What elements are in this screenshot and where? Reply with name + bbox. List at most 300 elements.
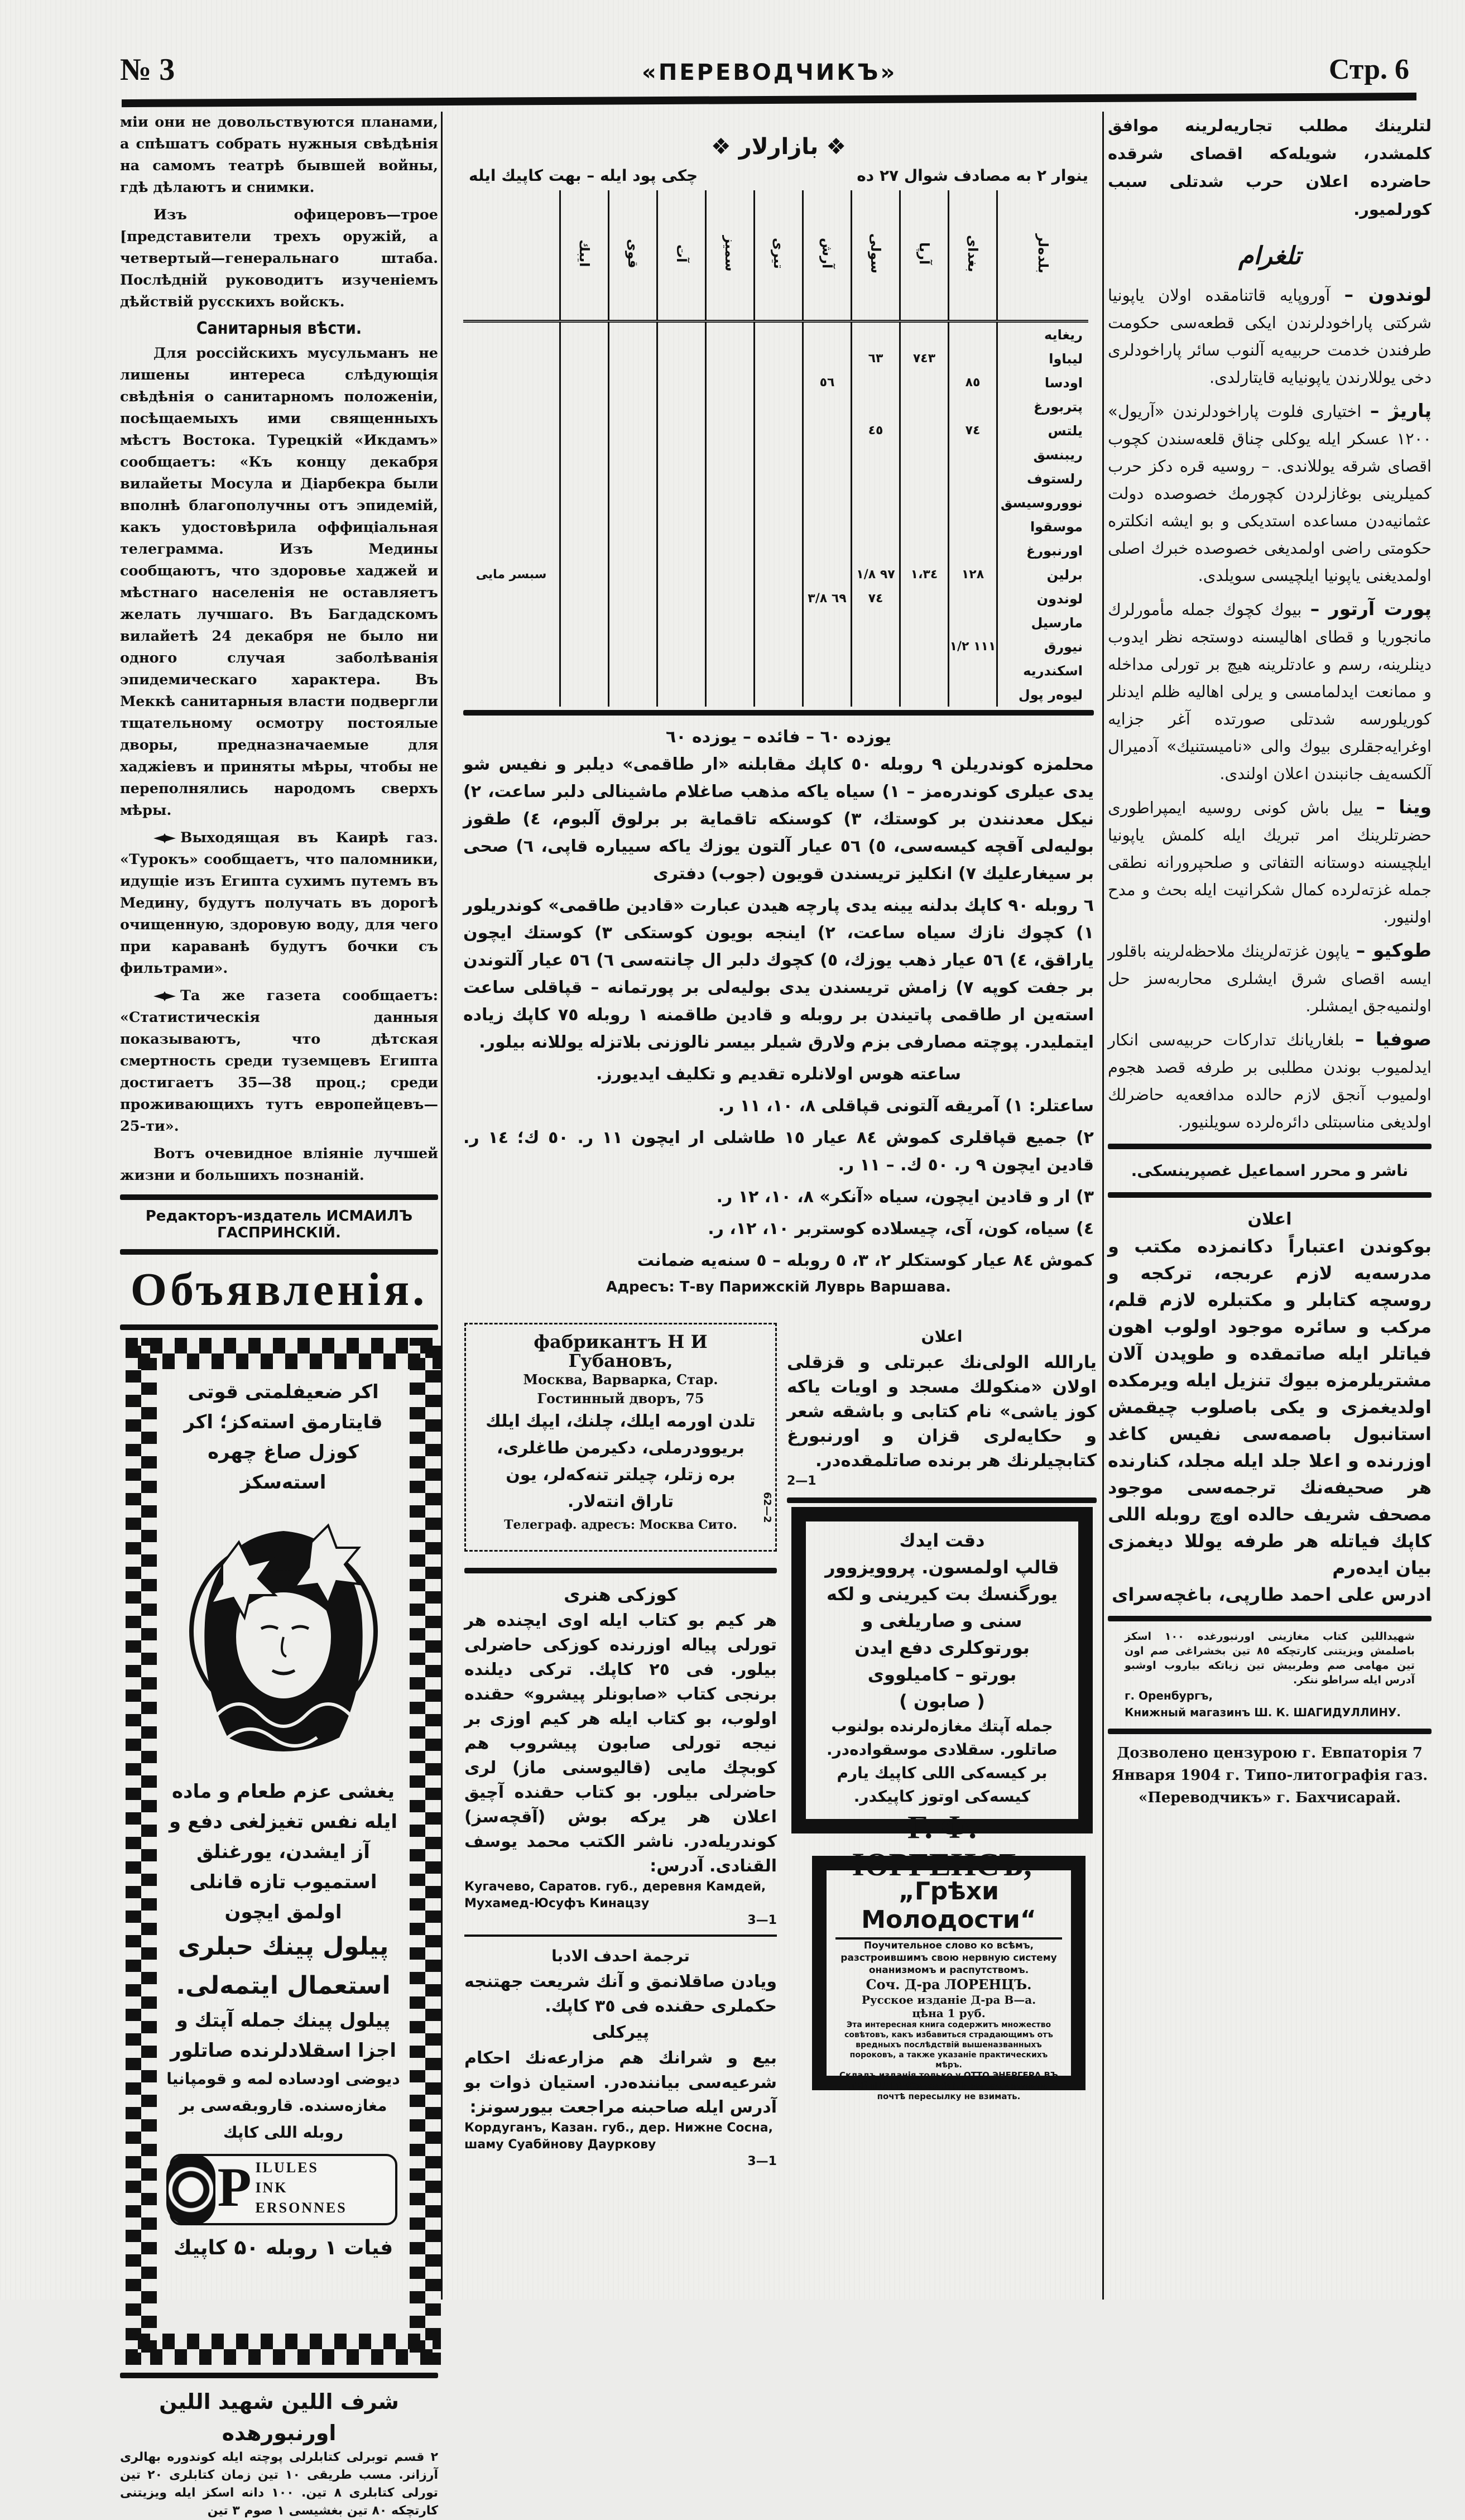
ad-code: 3—1 — [747, 2154, 777, 2168]
price-cell: ٧٤٣ — [900, 347, 949, 371]
note-cell — [463, 611, 560, 635]
market-title: ❖ بازارلار ❖ — [710, 134, 847, 160]
price-cell — [609, 515, 657, 539]
ad-availability: پيلول پينك جمله آپتك و اجزا اسقلادلرنده صاتلور — [170, 2009, 396, 2062]
pill-box-line: INK — [255, 2180, 288, 2196]
pill-box-line: ERSONNES — [255, 2200, 347, 2216]
column-header-commodity: قوى — [609, 190, 657, 321]
price-cell — [609, 659, 657, 683]
masthead-rule — [122, 93, 1416, 107]
price-cell: ٧٤ — [949, 419, 997, 443]
telegram-text: ياپون غزته‌لرينك ملاحظه‌لرينه باقلور ايسه اقصاى شرق ايشلرى محاربه‌سز حل اولنميه‌جق ايمشلر. — [1108, 942, 1432, 1015]
watches-ad-heading: يوزده ٦٠ – فائده – يوزده ٦٠ — [665, 727, 892, 747]
note-cell — [463, 515, 560, 539]
price-cell — [706, 539, 755, 563]
price-cell — [560, 419, 609, 443]
grehi-molodosti-ad — [812, 1856, 1085, 2101]
city-cell: پتربورغ — [997, 395, 1089, 419]
price-cell — [900, 491, 949, 515]
price-cell: ٨٥ — [949, 371, 997, 395]
article-paragraph: Та же газета сообщаетъ: «Статистическія данныя показываютъ, что дѣтская смертность среди туземцевъ Египта достигаетъ 35—38 проц.; среди проживающихъ тутъ европейцевъ—25-ти». — [120, 987, 438, 1135]
masthead — [120, 51, 1420, 90]
price-cell — [560, 611, 609, 635]
telegram-item — [1108, 595, 1432, 788]
note-cell — [463, 395, 560, 419]
price-cell — [706, 683, 755, 707]
price-cell — [706, 611, 755, 635]
watches-ad — [463, 723, 1094, 1295]
column-header-commodity: آرش — [803, 190, 852, 321]
table-row — [463, 347, 1088, 371]
table-row — [463, 515, 1088, 539]
city-cell: ريبنسق — [997, 443, 1089, 467]
price-cell — [852, 467, 900, 491]
price-cell — [755, 539, 803, 563]
gubanov-telegraph: Телеграф. адресъ: Москва Сито. — [504, 1518, 737, 1532]
grehi-body: Эта интересная книга содержитъ множество совѣтовъ, какъ избавиться страдающимъ отъ вредныхъ послѣдствій вышеназванныхъ пороковъ, а также указаніе практическихъ мѣръ. — [844, 2020, 1053, 2070]
jurgens-name: Г. Ф. ЮРГЕНСЪ, — [852, 1809, 1032, 1883]
city-cell: ليوه‌ر پول — [997, 683, 1089, 707]
pill-box-line: ILULES — [255, 2159, 319, 2176]
price-cell — [852, 539, 900, 563]
note-cell — [463, 419, 560, 443]
price-cell — [900, 659, 949, 683]
price-cell — [706, 515, 755, 539]
right-column — [1108, 112, 1432, 1809]
table-row — [463, 491, 1088, 515]
city-cell: اورنبورغ — [997, 539, 1089, 563]
price-cell — [706, 563, 755, 587]
price-cell — [803, 539, 852, 563]
price-cell — [657, 443, 706, 467]
price-cell — [852, 371, 900, 395]
city-cell: ريغايه — [997, 321, 1089, 347]
price-cell — [609, 611, 657, 635]
note-cell — [463, 321, 560, 347]
ad-body: يغشى عزم طعام و ماده ايله نفس تغيزلغى دفع و آز ايشدن، يورغنلق استميوب تازه قانلى اولمق ايچون — [169, 1780, 397, 1923]
city-cell: لوندون — [997, 587, 1089, 611]
publisher-line: ناشر و محرر اسماعيل غصپرينسكى. — [1131, 1161, 1409, 1180]
divider — [1108, 1616, 1432, 1621]
price-cell — [755, 515, 803, 539]
divider — [1108, 1729, 1432, 1734]
table-row — [463, 395, 1088, 419]
jurgens-product: بورتو – كاميلووى — [867, 1664, 1017, 1685]
price-cell — [852, 659, 900, 683]
sharaf-ad-body: ۲ قسم توبرلى كتابلرلى پوچته ايله كوندوره بهالرى آرزانر. مسب طريقى ١٠ تين زمان كتابلرى ٢٠ تين تورلى كتابلرى ٨ تين. ١٠٠ دانه اسكز ايله ويزيتنى كارتچكه ٨٠ تين بغشيسى ١ صوم ٣ تين — [120, 2450, 439, 2518]
price-cell — [900, 587, 949, 611]
column-header-city: بلده‌لر — [997, 190, 1089, 321]
price-cell — [560, 491, 609, 515]
price-cell — [657, 539, 706, 563]
price-cell — [657, 347, 706, 371]
price-cell — [755, 371, 803, 395]
price-cell — [706, 635, 755, 659]
price-cell: ٩٧ ١/٨ — [852, 563, 900, 587]
price-cell — [900, 515, 949, 539]
ad-call-to-action: پيلول پينك حبلرى استعمال ايتمه‌لى. — [176, 1932, 391, 2000]
price-cell — [803, 443, 852, 467]
ad-price: فيات ۱ روبله ۵۰ كاپيك — [173, 2236, 393, 2259]
ilan-heading-right: اعلان — [1247, 1209, 1292, 1229]
price-cell — [560, 539, 609, 563]
price-cell — [657, 491, 706, 515]
price-cell — [803, 321, 852, 347]
tarjima-heading: ترجمة احدف الادبا — [551, 1947, 690, 1965]
price-cell — [755, 395, 803, 419]
city-cell: رلستوف — [997, 467, 1089, 491]
pill-box-cap-icon — [166, 2154, 215, 2225]
telegram-item — [1108, 397, 1432, 589]
jurgens-soap-ad — [791, 1507, 1093, 1883]
table-row — [463, 443, 1088, 467]
note-cell — [463, 347, 560, 371]
price-cell — [706, 419, 755, 443]
telegram-item — [1108, 1025, 1432, 1136]
shahidullin-city: г. Оренбургъ, — [1125, 1689, 1213, 1702]
column-header-commodity: تيرى — [755, 190, 803, 321]
price-cell — [560, 587, 609, 611]
city-cell: اودسا — [997, 371, 1089, 395]
divider — [787, 1497, 1097, 1503]
grehi-price: цѣна 1 руб. — [912, 2007, 986, 2020]
divider — [1108, 1144, 1432, 1149]
table-row — [463, 635, 1088, 659]
price-cell — [949, 539, 997, 563]
watches-list-item: ٢) جميع قپاقلرى كموش ٨٤ عيار ١٥ طاشلى ار ايچون ١١ ر. ٥٠ ك؛ ١٤ ر. قادين ايچون ٩ ر. ٥٠ ك. – ١١ ر. — [463, 1128, 1094, 1175]
telegram-text: بلغاريانك تداركات حربيه‌سى انكار ايدلميوب بوندن مطلبى بر طرفه قصد هجوم اولميوب آنجق لازم حالده مدافعه‌يه حاضرلك اولديغى مناسبتلى دائره‌لرده سويلنيور. — [1108, 1030, 1432, 1131]
telegram-place: پاريژ – — [1370, 400, 1432, 421]
price-cell — [560, 371, 609, 395]
article-paragraph: міи они не довольствуются планами, а спѣшатъ собрать нужныя свѣдѣнія на самомъ театрѣ бывшей войны, гдѣ дѣлаютъ и снимки. — [120, 114, 438, 196]
kozgi-ad — [464, 1560, 777, 2170]
divider — [463, 710, 1094, 716]
price-cell — [803, 467, 852, 491]
price-cell — [560, 515, 609, 539]
price-cell — [803, 683, 852, 707]
price-cell — [706, 371, 755, 395]
section-heading-sanitary: Санитарныя вѣсти. — [196, 319, 362, 338]
price-cell — [609, 539, 657, 563]
ilan-ad — [787, 1323, 1097, 1511]
price-cell — [755, 587, 803, 611]
russian-article — [120, 112, 438, 1187]
price-cell — [900, 419, 949, 443]
price-cell: ٧٤ — [852, 587, 900, 611]
divider — [120, 2373, 438, 2378]
price-cell — [949, 611, 997, 635]
kozgi-address: Кугачево, Саратов. губ., деревня Камдей, Мухамед-Юсуфъ Кинацзу — [464, 1880, 766, 1911]
shahidullin-ad-arabic: شهيداللين كتاب مغازينى اورنبورغده ١٠٠ اسكز باصلمش ويزيتنى كارتچكه ٨٥ تين بخشراغى صم اون تين مهامى صم وطربيش تين زياتكه بياروب اوشبو آدرس ايله سراطو ننكر. — [1125, 1630, 1415, 1686]
grehi-edition: Русское изданіе Д-ра В—а. — [861, 1993, 1036, 2007]
jurgens-heading: دقت ايدك — [899, 1530, 985, 1551]
diamond-ornament-icon — [153, 991, 176, 1001]
price-cell — [949, 515, 997, 539]
price-cell — [949, 395, 997, 419]
telegram-item — [1108, 281, 1432, 391]
price-cell — [706, 395, 755, 419]
price-cell — [657, 467, 706, 491]
telegram-place: صوفيا – — [1354, 1028, 1432, 1050]
note-cell — [463, 443, 560, 467]
price-cell — [657, 321, 706, 347]
price-cell — [657, 659, 706, 683]
price-cell — [657, 587, 706, 611]
ad-code: 3—1 — [747, 1913, 777, 1927]
price-cell: ٦٩ ٣/٨ — [803, 587, 852, 611]
price-cell — [706, 467, 755, 491]
market-subtitle — [463, 166, 1094, 185]
ilan-heading: اعلان — [921, 1327, 963, 1346]
price-cell — [657, 419, 706, 443]
column-header-commodity: ايبك — [560, 190, 609, 321]
telegram-place: طوكيو – — [1356, 939, 1432, 961]
price-cell — [803, 419, 852, 443]
price-cell — [803, 611, 852, 635]
price-cell — [560, 443, 609, 467]
pirkli-body: بيع و شرانك هم مزارعه‌نك احكام شرعيه‌سى بياننده‌در. استيان ذوات بو آدرس ايله صاحبنه مراجعت بيورسونز: — [464, 2048, 777, 2117]
gubanov-arabic: تلدن اورمه ايلك، چلنك، ايپك ايلك بريوودرملى، دكيرمن طاغلرى، بره زتلر، چيلتر تنه‌كه‌لر، يون تاراق انته‌لار. — [486, 1412, 756, 1511]
city-cell: نيورق — [997, 635, 1089, 659]
note-cell: سبسر مايى — [475, 568, 547, 582]
city-cell: اسكندريه — [997, 659, 1089, 683]
price-cell — [560, 347, 609, 371]
price-cell — [852, 683, 900, 707]
note-cell — [463, 683, 560, 707]
price-cell — [803, 659, 852, 683]
note-cell — [463, 467, 560, 491]
telegram-text: بيوك كچوك جمله مأمورلرك مانجوريا و قطاى اهاليسنه دوستجه نظر ايدوب دينلرينه، رسم و عادتلرينه هيچ بر تورلى مداخله و ممانعت ايدلمامسى و يرلى اهاليه ظلم ايدنلر كوريلورسه شدتلى صورتده آغر جزايه اوغرايه‌جقلرى بيوك والى «ناميستنيك» آدميرال آلكسه‌يف جانبندن اعلان اولندى. — [1108, 600, 1432, 783]
price-cell — [900, 635, 949, 659]
table-row — [463, 611, 1088, 635]
price-cell — [755, 321, 803, 347]
table-row — [463, 683, 1088, 707]
price-cell — [900, 467, 949, 491]
price-cell — [949, 683, 997, 707]
city-cell: يلتس — [997, 419, 1089, 443]
pirkli-heading: پيركلى — [592, 2023, 650, 2042]
price-cell — [560, 683, 609, 707]
telegram-item — [1108, 793, 1432, 931]
price-cell — [609, 635, 657, 659]
price-cell — [609, 683, 657, 707]
column-divider-left — [441, 112, 443, 2300]
price-cell — [852, 515, 900, 539]
kozgi-body: هر كيم بو كتاب ايله اوى ايچنده هر تورلى پياله اوزرنده كوزكى حاضرلى بيلور. فى ٢٥ كاپك. تركى ديلنده برنجى كتاب «صابونلر پيشرو» حقنده اولوب، بو كتاب ايله هر كيم اوزى بر نيجه تورلى صابون پيشروب هم كوبچك مايى (قاليوسنى ماز) لرى حاضرلى بيلور. بو كتاب حقنده آچيق اعلان هر يركه بوش (آقچه‌سز) كوندريله‌در. ناشر الكتب محمد يوسف القنادى. آدرس: — [464, 1611, 777, 1876]
city-cell: موسقوا — [997, 515, 1089, 539]
jurgens-sub: ( صابون ) — [899, 1691, 985, 1712]
price-cell — [755, 419, 803, 443]
ilan-body-right: بوكوندن اعتباراً دكانمزده مكتب و مدرسه‌يه لازم عربجه، تركجه و روسچه كتابلر و مكتبلره لازم قلم، مركب و سائره موجود اولوب اهون فياتلر ايله صاتمقده و طوپدن آلان مشتريلرمزه بيوك تنزيل ايله ويرمكده اولديغمزى و يكى باصلوب چيقمش استانبول باصمه‌سى نفيس كاغد اوزرنده و اعلا جلد ايله مجلد، كنارنده هر صحيفه‌نك ترجمه‌سى موجود مصحف شريف حالده اوچ روبله اللى كاپك فياتله هر طرفه يوللا ديغمزى بيان ايده‌رم — [1108, 1236, 1432, 1578]
note-cell — [463, 491, 560, 515]
price-cell — [852, 491, 900, 515]
city-cell: مارسيل — [997, 611, 1089, 635]
price-cell — [657, 395, 706, 419]
column-divider-right — [1102, 112, 1104, 2300]
price-cell — [560, 635, 609, 659]
price-cell — [755, 563, 803, 587]
price-cell — [755, 683, 803, 707]
price-cell — [949, 587, 997, 611]
ad-code: 2—1 — [787, 1474, 816, 1488]
price-cell — [706, 491, 755, 515]
grehi-title: „Грѣхи Молодости“ — [835, 1877, 1062, 1940]
column-header-commodity: سميز — [706, 190, 755, 321]
divider — [464, 1935, 777, 1937]
table-row — [463, 539, 1088, 563]
price-cell — [609, 443, 657, 467]
price-cell — [755, 659, 803, 683]
jurgens-body2: جمله آپتك مغازه‌لرنده بولنوب صاتلور. سقلادى موسقواده‌در. بر كيسه‌كى اللى كاپيك يارم كيسه‌كى اوتوز كاپيكدر. — [826, 1717, 1058, 1806]
pill-box-illustration — [170, 2154, 397, 2225]
price-cell — [900, 371, 949, 395]
watches-ad-paragraph: ساعته هوس اولانلره تقديم و تكليف ايديورز. — [596, 1064, 961, 1084]
telegram-text: آوروپايه قاتنامقده اولان ياپونيا شركتى پاراخودلرندن ايكى قطعه‌سى حكومت طرفندن خدمت حربيه‌يه آلنوب سائر پاراخودلرى دخى يوللارندن ياپونيايه قايتارلدى. — [1108, 286, 1432, 387]
price-cell — [949, 321, 997, 347]
column-header-commodity: بغداى — [949, 190, 997, 321]
price-cell — [706, 587, 755, 611]
left-column — [120, 112, 438, 2520]
price-cell — [560, 563, 609, 587]
price-cell — [755, 443, 803, 467]
pirkli-address: Кордуганъ, Казан. губ., дер. Нижне Сосна, шаму Суабйнову Дауркову — [464, 2121, 773, 2152]
issue-number: № 3 — [120, 52, 175, 87]
price-cell — [852, 635, 900, 659]
price-cell — [560, 321, 609, 347]
diamond-ornament-icon — [153, 833, 176, 843]
announcements-heading: Объявленія. — [130, 1264, 428, 1316]
table-row — [463, 467, 1088, 491]
price-cell — [609, 467, 657, 491]
price-cell — [706, 347, 755, 371]
gubanov-ad — [464, 1323, 777, 1552]
price-cell — [949, 467, 997, 491]
price-cell — [609, 321, 657, 347]
jurgens-body: قالپ اولمسون. پروويزوور يورگنسك بت كيرينى و لكه سنى و صاريلغى و بورتوكلرى دفع ايدن — [825, 1557, 1059, 1658]
price-cell — [755, 467, 803, 491]
divider — [1108, 1192, 1432, 1198]
column-header-commodity: آت — [657, 190, 706, 321]
price-cell — [949, 347, 997, 371]
ad-depot: ديوضى اودساده لمه و قومپانيا مغازه‌سنده. قاروبقه‌سى بر روبله اللى كاپك — [166, 2070, 400, 2142]
price-cell — [852, 395, 900, 419]
telegram-text: ييل باش كونى روسيه ايمپراطورى حضرتلرينك امر تبريك ايله كلمش ياپونيا ايلچيسنه دوستانه التفاتى و صلحپرورانه نطقى جمله غزته‌لرده كمال شكرانيت ايله بحث و مدح اولنيور. — [1108, 798, 1432, 927]
price-cell: ١١١ ١/٢ — [949, 635, 997, 659]
market-units: چكى پود ايله – بهت كاپيك ايله — [469, 166, 698, 185]
price-cell — [949, 659, 997, 683]
price-cell — [803, 395, 852, 419]
price-cell — [609, 371, 657, 395]
editor-line: Редакторъ-издатель ИСМАИЛЪ ГАСПРИНСКІЙ. — [145, 1208, 413, 1241]
price-cell — [949, 443, 997, 467]
price-cell — [755, 347, 803, 371]
table-row — [463, 659, 1088, 683]
censor-line: Дозволено цензурою г. Евпаторія 7 Января 1904 г. Типо-литографія газ. «Переводчикъ» г. Бахчисарай. — [1111, 1745, 1428, 1806]
price-cell — [609, 395, 657, 419]
ilan-address-right: ادرس على احمد طارپى، باغچه‌سراى — [1112, 1584, 1432, 1605]
gubanov-name: фабрикантъ Н И Губановъ, — [534, 1331, 708, 1371]
price-cell — [900, 683, 949, 707]
column-header-commodity: سولى — [852, 190, 900, 321]
price-cell — [852, 443, 900, 467]
price-cell — [560, 395, 609, 419]
column-header-commodity: آرپا — [900, 190, 949, 321]
gubanov-address: Москва, Варварка, Стар. Гостинный дворъ, 75 — [523, 1371, 718, 1407]
watches-ad-address: Адресъ: Т-ву Парижскій Луврь Варшава. — [606, 1279, 952, 1295]
price-cell: ١،٣٤ — [900, 563, 949, 587]
note-cell — [463, 635, 560, 659]
price-cell — [852, 321, 900, 347]
divider — [120, 1324, 438, 1330]
price-cell — [657, 371, 706, 395]
grehi-warehouse: Складъ изданія только у ОТТО ЭНЕРГЕРА ВЪ ЛЕЙПЦИГѢ (Саксонія). Иногороднимъ по почтѣ пересылку не взимать. — [839, 2070, 1059, 2101]
price-cell — [755, 635, 803, 659]
telegram-heading: تلغرام — [1238, 242, 1301, 270]
price-cell — [852, 611, 900, 635]
price-cell — [900, 395, 949, 419]
article-paragraph: Вотъ очевидное вліяніе лучшей жизни и большихъ познаній. — [120, 1145, 438, 1184]
price-cell — [609, 563, 657, 587]
article-paragraph: Для россійскихъ мусульманъ не лишены интереса слѣдующія свѣдѣнія о санитарномъ положеніи, посѣщаемыхъ ими священныхъ мѣстъ Востока. Турецкій «Икдамъ» сообщаетъ: «Къ концу декабря вилайеты Мосула и Діарбекра были вполнѣ благополучны отъ эпидемій, какъ удостовѣрила оффиціальная телеграмма. Изъ Медины сообщаютъ, что здоровье хаджей и мѣстнаго населенія не оставляетъ желать лучшаго. Въ Багдадскомъ вилайетѣ 24 декабря не было ни одного случая заболѣванія эпидемическаго характера. Въ Меккѣ санитарныя власти подвергли тщательному осмотру постоялые дворы, предназначаемые для хаджіевъ и приняты мѣры, чтобы не переполнялись народомъ сверхъ мѣры. — [120, 345, 438, 819]
price-cell — [900, 443, 949, 467]
article-paragraph: Изъ офицеровъ—трое [представители трехъ оружій, а четвертый—генеральнаго штаба. Послѣдній руководитъ изученіемъ дѣйствій русскихъ войскъ. — [120, 207, 438, 310]
watches-list-item: ٤) سياه، كون، آى، چيسلاده كوستربر ١٠، ١٢، ر. — [708, 1219, 1094, 1239]
pill-box-letter: P — [217, 2156, 252, 2218]
price-cell — [706, 659, 755, 683]
market-date: ينوار ٢ به مصادف شوال ٢٧ ده — [857, 166, 1088, 185]
price-cell — [803, 491, 852, 515]
newspaper-title: «ПЕРЕВОДЧИКЪ» — [642, 60, 897, 85]
price-cell: ٥٦ — [803, 371, 852, 395]
price-cell — [803, 563, 852, 587]
note-cell — [463, 659, 560, 683]
price-cell: ٦٣ — [852, 347, 900, 371]
telegram-item — [1108, 937, 1432, 1020]
middle-column — [463, 112, 1094, 1295]
grehi-author: Соч. Д-ра ЛОРЕНЦЪ. — [866, 1976, 1032, 1993]
price-cell — [609, 419, 657, 443]
divider — [120, 1194, 438, 1200]
telegram-list — [1108, 281, 1432, 1136]
tarjima-body: ويادن صاقلانمق و آنك شريعت جهتنجه حكملرى حقنده فى ٣٥ كاپك. — [464, 1972, 777, 2016]
telegram-place: پورت آرتور – — [1310, 598, 1432, 620]
telegram-place: وينا – — [1376, 796, 1432, 818]
telegram-text: اختيارى فلوت پاراخودلرندن «آريول» ١٢٠٠ عسكر ايله يوكلى چناق قلعه‌سندن كچوب اقصاى شرقه يوللاندى. – روسيه قره دكز حرب كميلرينى بوغازلردن كچورمك خصوصده دولت عثمانيه‌دن مساعده استديكى و بو ايشه انكلتره حكومتى راضى اولمديغى خصوصده خبرك اصلى اولمديغنى ياپونيا ايلچيسى سويلدى. — [1108, 402, 1432, 585]
price-cell — [949, 491, 997, 515]
sharaf-ad-title: شرف اللين شهيد اللين اورنبورهده — [159, 2389, 399, 2445]
table-row — [463, 587, 1088, 611]
price-cell — [609, 347, 657, 371]
price-cell — [609, 587, 657, 611]
watches-list-item: كموش ٨٤ عيار كوستكلر ٢، ٣، ٥ روبله – ٥ سنه‌يه ضمانت — [637, 1251, 1094, 1270]
price-cell — [560, 659, 609, 683]
right-intro: لتلرينك مطلب تجاريه‌لرينه موافق كلمشدر، شويله‌كه اقصاى شرقده حاضرده اعلان حرب شدتلى سبب كورلميور. — [1108, 116, 1432, 219]
divider — [464, 1568, 777, 1573]
page-number: Стр. 6 — [1329, 54, 1409, 85]
price-cell — [900, 539, 949, 563]
market-prices-table — [463, 190, 1088, 707]
telegram-place: لوندون – — [1344, 284, 1432, 305]
grehi-subtitle: Поучительное слово ко всѣмъ, разстроившимъ свою нервную систему онанизмомъ и распутствомъ. — [840, 1940, 1057, 1976]
price-cell — [900, 321, 949, 347]
price-cell — [706, 321, 755, 347]
price-cell — [803, 347, 852, 371]
table-row — [463, 563, 1088, 587]
ad-headline: اكر ضعيفلمتى قوتى قايتارمق استه‌كز؛ اكر كوزل صاغ چهره استه‌سكز — [184, 1381, 383, 1494]
column-header-blank — [463, 190, 560, 321]
price-cell — [609, 491, 657, 515]
shahidullin-shop: Книжный магазинъ Ш. К. ШАГИДУЛЛИНУ. — [1125, 1706, 1401, 1719]
